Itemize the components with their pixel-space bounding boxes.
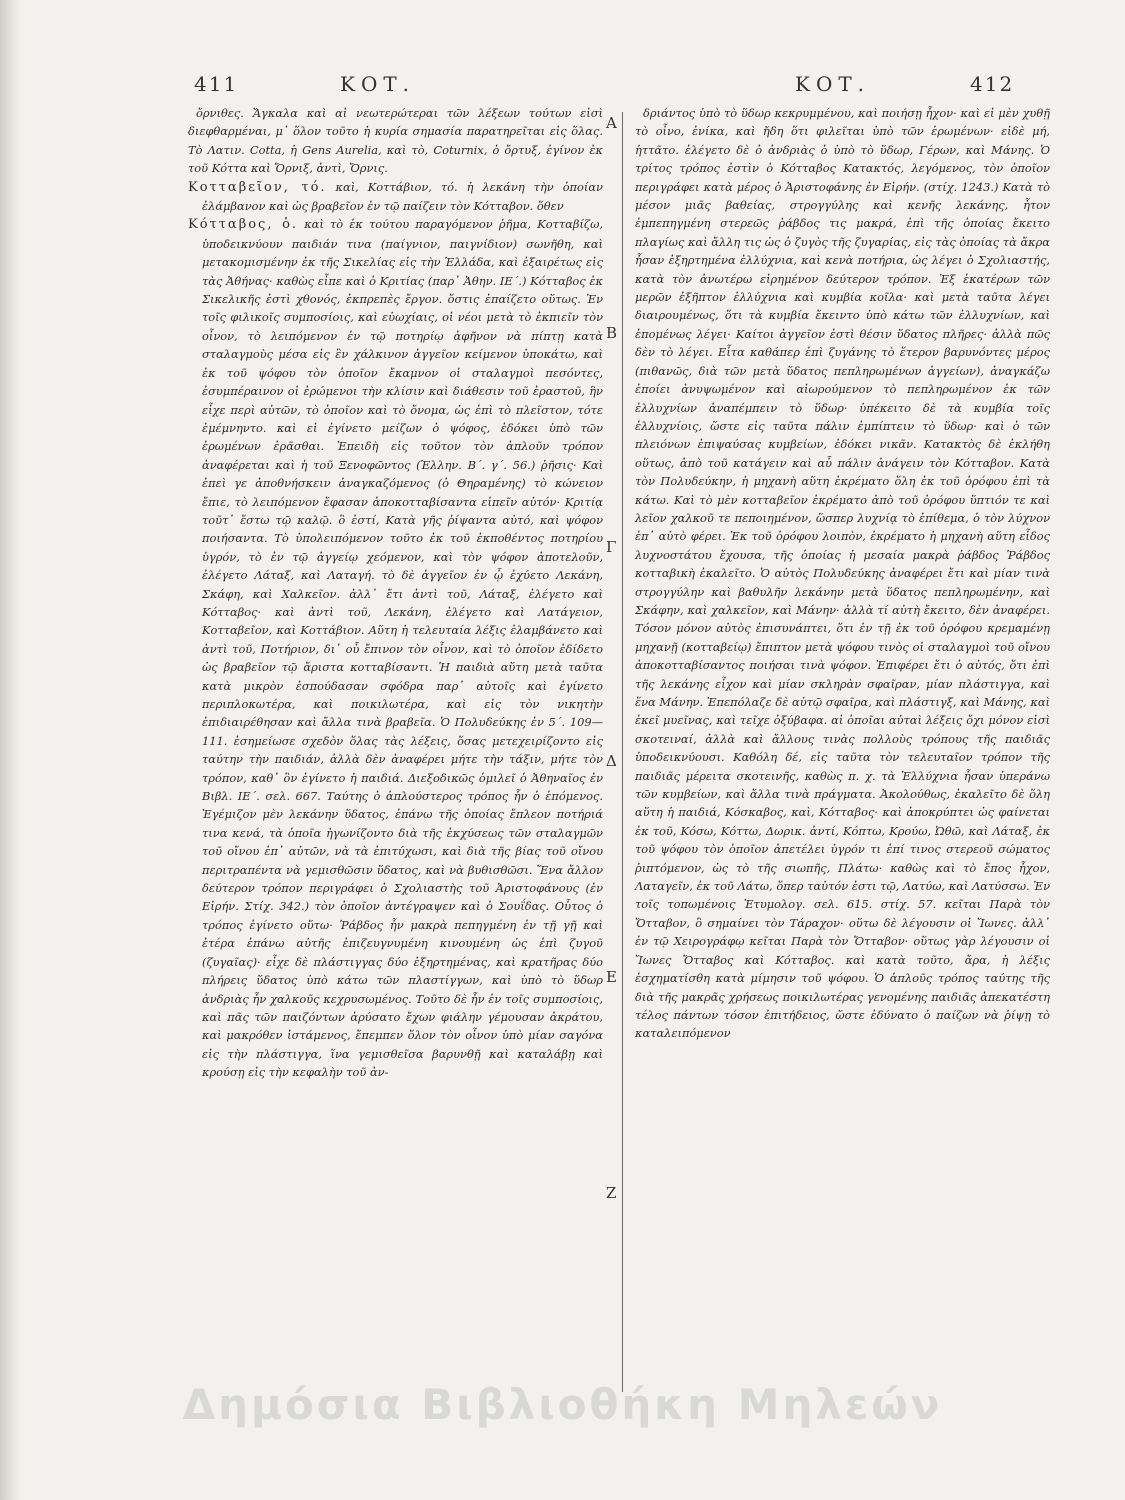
entry-headword: Κοτταβεῖον, τό.: [188, 179, 327, 195]
right-column: [635, 104, 1050, 1043]
entry-body: καὶ, Κοττάβιον, τό. ἡ λεκάνη τὴν ὁποίαν ἐλάμβανον καὶ ὡς βραβεῖον ἐν τῷ παίζειν τὸν Κότταβον. ὅθεν: [202, 179, 603, 214]
section-marker-g: Γ: [606, 538, 617, 556]
entry-body: καὶ τὸ ἐκ τούτου παραγόμενον ῥῆμα, Κοτταβίζω, ὑποδεικνύουν παιδιάν τινα (παίγνιον, παιγνίδιον) σωνῆθη, καὶ μετακομισμένην ἐκ τῆς Σικελίας εἰς τὴν Ἑλλάδα, καὶ ἐξαιρέτως εἰς τὰς Ἀθήνας· καθὼς εἶπε καὶ ὁ Κριτίας (παρ᾽ Ἀθην. ΙΕ΄.) Κότταβος ἐκ Σικελικῆς ἐστὶ χθονός, ἐκπρεπὲς ἔργον. ὅστις ἐπαίζετο οὕτως. Ἐν τοῖς φιλικοῖς συμποσίοις, καὶ εὐωχίαις, οἱ νέοι μετὰ τὸ ἐκπιεῖν τὸν οἶνον, τὸ λειπόμενον ἐν τῷ ποτηρίῳ ἀφῆνον νὰ πίπτῃ κατὰ σταλαγμοὺς μέσα εἰς ἓν χάλκινον ἀγγεῖον κείμενον ὑποκάτω, καὶ ἐκ τοῦ ψόφου τὸν ὁποῖον ἔκαμνον οἱ σταλαγμοὶ πεσόντες, ἐσυμπέραινον οἱ ἐρώμενοι τὴν κλίσιν καὶ διάθεσιν τοῦ ἐραστοῦ, ἣν εἶχε περὶ αὐτῶν, τὸ ὁποῖον καὶ τὸ ὄνομα, ὡς ἐπὶ τὸ πλεῖστον, τότε ἐμέμνηντο. καὶ εἰ ἐγίνετο μείζων ὁ ψόφος, ἐδόκει ὑπὸ τῶν ἐρωμένων ἐρᾶσθαι. Ἐπειδὴ εἰς τοῦτον τὸν ἀπλοῦν τρόπον ἀναφέρεται καὶ ἡ τοῦ Ξενοφῶντος (Ἑλλην. Β΄. γ΄. 56.) ῥῆσις· Καὶ ἐπεὶ γε ἀποθνήσκειν ἀναγκαζόμενος (ὁ Θηραμένης) τὸ κώνειον ἔπιε, τὸ λειπόμενον ἔφασαν ἀποκοτταβίσαντα εἰπεῖν αὐτόν· Κριτίᾳ τοῦτ᾽ ἔστω τῷ καλῷ. ὃ ἐστί, Κατὰ γῆς ῥίψαντα αὐτό, καὶ ψόφον ποιήσαντα. Τὸ ὑπολειπόμενον τοῦτο ἐκ τοῦ ἐκποθέντος ποτηρίου ὑγρόν, τὸ ἐν τῷ ἀγγείῳ χεόμενον, καὶ τὸν ψόφον ἀποτελοῦν, ἐλέγετο Λάταξ, καὶ Λαταγή. τὸ δὲ ἀγγεῖον ἐν ᾧ ἐχύετο Λεκάνη, Σκάφη, καὶ Χαλκεῖον. ἀλλ᾽ ἔτι ἀντὶ τοῦ, Λάταξ, ἐλέγετο καὶ Κότταβος· καὶ ἀντὶ τοῦ, Λεκάνη, ἐλέγετο καὶ Λατάγειον, Κοτταβεῖον, καὶ Κοττάβιον. Αὕτη ἡ τελευταία λέξις ἐλαμβάνετο καὶ ἀντὶ τοῦ, Ποτήριον, δι᾽ οὗ ἔπινον τὸν οἶνον, καὶ τὸ ὁποῖον ἐδίδετο ὡς βραβεῖον τῷ ἄριστα κοτταβίσαντι. Ἡ παιδιὰ αὕτη μετὰ ταῦτα κατὰ μικρὸν ἐσπούδασαν σφόδρα παρ᾽ αὐτοῖς καὶ ἐγίνετο περιπλοκωτέρα, καὶ ποικιλωτέρα, καὶ εἰς τὸν νικητὴν ἐπιδιαιρέθησαν καὶ ἄλλα τινὰ βραβεῖα. Ὁ Πολυδεύκης ἐν 5΄. 109—111. ἐσημείωσε σχεδὸν ὅλας τὰς λέξεις, ὅσας μετεχειρίζοντο εἰς ταύτην τὴν παιδιάν, ἀλλὰ δὲν ἀναφέρει μήτε τὴν τάξιν, μήτε τὸν τρόπον, καθ᾽ ὃν ἐγίνετο ἡ παιδιά. Διεξοδικῶς ὁμιλεῖ ὁ Ἀθηναῖος ἐν Βιβλ. ΙΕ΄. σελ. 667. Ταύτης ὁ ἁπλούστερος τρόπος ἦν ὁ ἑπόμενος. Ἐγέμιζον μὲν λεκάνην ὕδατος, ἐπάνω τῆς ὁποίας ἔπλεον ποτήριά τινα κενά, τὰ ὁποῖα ἠγωνίζοντο διὰ τῆς ἐκχύσεως τῶν σταλαγμῶν τοῦ οἴνου ἐπ᾽ αὐτῶν, νὰ τὰ ἐπιτύχωσι, καὶ διὰ τῆς βίας τοῦ οἴνου περιτραπέντα νὰ γεμισθῶσιν ὕδατος, καὶ νὰ βυθισθῶσι. Ἕνα ἄλλον δεύτερον τρόπον περιγράφει ὁ Σχολιαστὴς τοῦ Ἀριστοφάνους (ἐν Εἰρήν. Στίχ. 342.) τὸν ὁποῖον ἀντέγραψεν καὶ ὁ Σουΐδας. Οὗτος ὁ τρόπος ἐγίνετο οὕτω· Ῥάβδος ἦν μακρὰ πεπηγμένη ἐν τῇ γῇ καὶ ἑτέρα ἐπάνω αὐτῆς ἐπιζευγνυμένη κινουμένη ὡς ἐπὶ ζυγοῦ (ζυγαῖας)· εἶχε δὲ πλάστιγγας δύο ἐξηρτημένας, καὶ κρατῆρας δύο πλήρεις ὕδατος ὑπὸ κάτω τῶν πλαστίγγων, καὶ ὑπὸ τὸ ὕδωρ ἀνδριὰς ἦν χαλκοῦς κεχρυσωμένος. Τοῦτο δὲ ἦν ἐν τοῖς συμποσίοις, καὶ πᾶς τῶν παιζόντων ἀρύσατο ἔχων φιάλην γέμουσαν ἀκράτου, καὶ μακρόθεν ἱστάμενος, ἔπεμπεν ὅλον τὸν οἶνον ὑπὸ μίαν σαγόνα εἰς τὴν πλάστιγγα, ἵνα γεμισθεῖσα βαρυνθῇ καὶ καταλάβῃ καὶ κρούσῃ εἰς τὴν κεφαλὴν τοῦ ἀν-: [202, 217, 603, 1080]
section-marker-d: Δ: [606, 752, 617, 770]
section-marker-e: E: [606, 968, 617, 986]
book-spread: [180, 72, 1080, 1432]
dictionary-entry: [188, 178, 603, 216]
left-page-number: 411: [194, 72, 239, 96]
entry-headword: Κότταβος, ὁ.: [188, 217, 299, 233]
section-marker-b: B: [606, 324, 618, 342]
column-divider: [622, 112, 623, 1392]
library-watermark: Δημόσια Βιβλιοθήκη Μηλεών: [182, 1380, 943, 1429]
continuation-paragraph: ὄρνιθες. Ἄγκαλα καὶ αἱ νεωτερώτεραι τῶν λέξεων τούτων εἰσὶ διεφθαρμέναι, μ᾽ ὅλον τοῦτο ἡ κυρία σημασία παρατηρεῖται εἰς ὅλας. Τὸ Λατιν. Cotta, ἡ Gens Aurelia, καὶ τὸ, Coturnix, ὁ ὄρτυξ, ἐγίνον ἐκ τοῦ Κόττα καὶ Ὄρνιξ, ἀντὶ, Ὄρνις.: [188, 106, 603, 176]
right-running-head: ΚΟΤ.: [795, 72, 871, 96]
section-marker-z: Z: [606, 1184, 617, 1202]
dictionary-entry: [188, 215, 603, 1081]
section-marker-a: A: [606, 114, 617, 132]
book-binding-edge: [0, 0, 22, 1500]
left-running-head: ΚΟΤ.: [340, 72, 416, 96]
left-column: [188, 104, 603, 1082]
continuation-paragraph: δριάντος ὑπὸ τὸ ὕδωρ κεκρυμμένου, καὶ ποιήσῃ ἦχον· καὶ εἰ μὲν χυθῇ τὸ οἶνο, ἐνίκα, καὶ ἤδη ὅτι φιλεῖται ὑπὸ τῶν ἐρωμένων· εἰδὲ μή, ἡττᾶτο. ἐλέγετο δὲ ὁ ἀνδριὰς ὁ ὑπὸ τὸ ὕδωρ, Γέρων, καὶ Μάνης. Ὁ τρίτος τρόπος ἐστὶν ὁ Κότταβος Κατακτός, λεγόμενος, τὸν ὁποῖον περιγράφει κατὰ μέρος ὁ Ἀριστοφάνης ἐν Εἰρήν. (στίχ. 1243.) Κατὰ τὸ μέσον μιᾶς βαθείας, στρογγύλης καὶ κενῆς λεκάνης, ἦτον ἐμπεπηγμένη στερεῶς ῥάβδος τις μακρά, ἐπὶ τῆς ὁποίας ἔκειτο πλαγίως καὶ ἄλλη τις ὡς ὁ ζυγὸς τῆς ζυγαρίας, εἰς τὰς ὁποίας τὰ ἄκρα ἦσαν ἐξηρτημένα ἐλλύχνια, καὶ κενὰ ποτήρια, ὡς λέγει ὁ Σχολιαστής, κατὰ τὸν ἀνωτέρω εἰρημένον δεύτερον τρόπον. Ἐξ ἑκατέρων τῶν μερῶν ἐξῆπτον ἐλλύχνια καὶ κυμβία κοῖλα· καὶ μετὰ ταῦτα λέγει διαιρουμένως, ὅτι τὰ κυμβία ἔκειντο ὑπὸ κάτω τῶν ἐλλυχνίων, καὶ ἑπομένως λέγει· Καίτοι ἀγγεῖον ἐστὶ θέσιν ὕδατος πλῆρες· ἀλλὰ πῶς δὲν τὸ λέγει. Εἶτα καθάπερ ἐπὶ ζυγάνης τὸ ἕτερον βαρυνόντες μέρος (πιθανῶς, διὰ τῶν μετὰ ὕδατος πεπληρωμένων ἀγγείων), ἀναγκάζω ἐποίει ἀνυψωμένον καὶ αἰωρούμενον τὸ πεπληρωμένον ἐκ τῶν ἐλλυχνίων ἀναπέμπειν τὸ ὕδωρ· ὑπέκειτο δὲ τὰ κυμβία τοῖς ἐλλυχνίοις, ὥστε εἰς ταῦτα πάλιν ἐμπίπτειν τὸ ὕδωρ· καὶ ὁ τῶν πλειόνων ἐπιψαύσας κυμβείων, ἐδόκει νικᾶν. Κατακτὸς δὲ ἐκλήθη οὕτως, ἀπὸ τοῦ κατάγειν καὶ αὖ πάλιν ἀνάγειν τὸν Κότταβον. Κατὰ τὸν Πολυδεύκην, ἡ μηχανὴ αὕτη ἐκρέματο ὅλη ἐκ τοῦ ὀρόφου ἐπὶ τὰ κάτω. Καὶ τὸ μὲν κοτταβεῖον ἐκρέματο ἀπὸ τοῦ ὀρόφου ὕπτιόν τε καὶ λεῖον χαλκοῦ τε πεποιημένον, ὥσπερ λυχνίᾳ τὸ ἐπίθεμα, ὁ τὸν λύχνον ἐπ᾽ αὐτὸ φέρει. Ἐκ τοῦ ὀρόφου λοιπὸν, ἐκρέματο ἡ μηχανὴ αὕτη εἶδος λυχνοστάτου ἔχουσα, τῆς ὁποίας ἡ μεσαία μακρὰ ῥάβδος Ῥάβδος κοτταβικὴ ἐκαλεῖτο. Ὁ αὐτὸς Πολυδεύκης ἀναφέρει ἔτι καὶ μίαν τινὰ στρογγύλην καὶ βαθυλῆν λεκάνην μετὰ ὕδατος πεπληρωμένην, καὶ Σκάφην, καὶ χαλκεῖον, καὶ Μάνην· ἀλλὰ τί αὐτὴ ἔκειτο, δὲν ἀναφέρει. Τόσον μόνον αὐτὸς ἐπισυνάπτει, ὅτι ἐν τῇ ἐκ τοῦ ὀρόφου κρεμαμένῃ μηχανῇ (κοτταβείῳ) ἔπιπτον μετὰ ψόφου τινὸς οἱ σταλαγμοὶ τοῦ οἴνου ἀποκοτταβίσαντος ποιήσαι τινὰ ψόφον. Ἐπιφέρει ἔτι ὁ αὐτός, ὅτι ἐπὶ τῆς λεκάνης εἶχον καὶ μίαν σκληρὰν σφαῖραν, μίαν πλάστιγγα, καὶ ἕνα Μάνην. Ἐπεπόλαζε δὲ αὐτῷ σφαῖρα, καὶ πλάστιγξ, καὶ Μάνης, καὶ ἐκεῖ μυεῖνας, καὶ τεῖχε ὀξύβαφα. αἱ ὁποῖαι αὐταὶ λέξεις ὄχι μόνον εἰσὶ σκοτειναί, ἀλλὰ καὶ ἄλλους τινὰς πολλοὺς τρόπους τῆς παιδιᾶς ὑποδεικνύουσι. Καθόλη δέ, εἰς ταῦτα τὸν τελευταῖον τρόπον τῆς παιδιᾶς μέρειτα σκοτεινῆς, καθὼς π. χ. τὰ Ἐλλύχνια ἦσαν ὑπεράνω τῶν κυμβείων, καὶ ἄλλα τινὰ πράγματα. Ἀκολούθως, ἐκαλεῖτο δὲ ὅλη αὕτη ἡ παιδιά, Κόσκαβος, καὶ, Κότταβος· καὶ ἀποκρύπτει ὡς φαίνεται ἐκ τοῦ, Κόσω, Κόττω, Δωρικ. ἀντί, Κόπτω, Κρούω, Ὠθῶ, καὶ Λάταξ, ἐκ τοῦ ψόφου τὸν ὁποῖον ἀπετέλει ὑγρόν τι ἐπί τινος στερεοῦ σώματος ῥιπτόμενον, ὡς τὸ τῆς σιωπῆς, Πλάτω· καθὼς καὶ τὸ ἔπος ἦχον, Λαταγεῖν, ἐκ τοῦ Λάτω, ὅπερ ταὐτόν ἐστι τῷ, Λατύω, καὶ Λατύσσω. Ἐν τοῖς τοπωμένοις Ἐτυμολογ. σελ. 615. στίχ. 57. κεῖται Παρὰ τὸν Ὄτταβον, ὃ σημαίνει τὸν Τάραχον· οὕτω δὲ λέγουσιν οἱ Ἴωνες. ἀλλ᾽ ἐν τῷ Χειρογράφῳ κεῖται Παρὰ τὸν Ὄτταβον· οὕτως γὰρ λέγουσιν οἱ Ἴωνες Ὄτταβος καὶ Κότταβος. καὶ κατὰ τοῦτο, ἄρα, ἡ λέξις ἐσχηματίσθη κατὰ μίμησιν τοῦ ψόφου. Ὁ ἁπλοῦς τρόπος ταύτης τῆς διὰ τῆς μακρᾶς χρήσεως ποικιλωτέρας γενομένης παιδιᾶς ἀπεκατέστη τέλος πάντων τόσον ἐπιτήδειος, ὥστε ἐδύνατο ὁ παίζων νὰ ῥίψῃ τὸ καταλειπόμενον: [635, 106, 1050, 1041]
running-header: [180, 72, 1080, 108]
right-page-number: 412: [970, 72, 1015, 96]
